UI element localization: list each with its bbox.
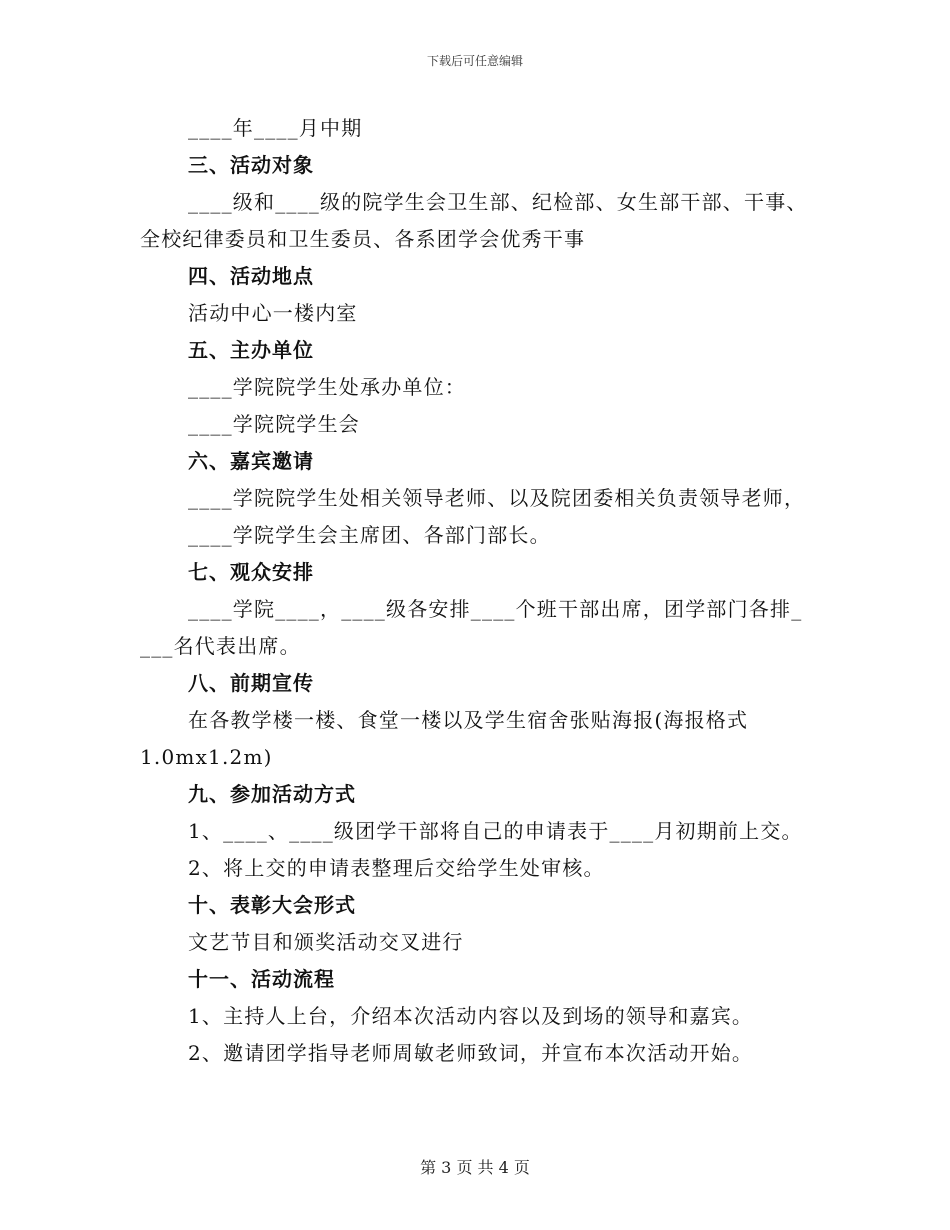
- section-heading: 九、参加活动方式: [188, 782, 356, 806]
- paragraph-line: 1.0mx1.2m): [140, 745, 273, 769]
- paragraph-line: 全校纪律委员和卫生委员、各系团学会优秀干事: [140, 227, 586, 251]
- section-heading: 四、活动地点: [188, 264, 314, 288]
- paragraph-line: 文艺节目和颁奖活动交叉进行: [188, 930, 464, 954]
- section-heading: 八、前期宣传: [188, 671, 314, 695]
- section-heading: 三、活动对象: [188, 153, 314, 177]
- paragraph-line: 2、将上交的申请表整理后交给学生处审核。: [188, 856, 605, 880]
- paragraph-line: 1、主持人上台，介绍本次活动内容以及到场的领导和嘉宾。: [188, 1004, 754, 1028]
- paragraph-line: ____学院院学生处相关领导老师、以及院团委相关负责领导老师，: [188, 486, 806, 510]
- section-heading: 十一、活动流程: [188, 967, 335, 991]
- page-footer: 第 3 页 共 4 页: [420, 1158, 530, 1177]
- paragraph-line: 在各教学楼一楼、食堂一楼以及学生宿舍张贴海报(海报格式: [188, 708, 749, 732]
- paragraph-line: ____学院院学生处承办单位：: [188, 375, 466, 399]
- page-header: 下载后可任意编辑: [426, 54, 523, 68]
- paragraph-line: ___名代表出席。: [140, 634, 301, 658]
- section-heading: 七、观众安排: [188, 560, 314, 584]
- section-heading: 十、表彰大会形式: [188, 893, 356, 917]
- paragraph-line: 2、邀请团学指导老师周敏老师致词，并宣布本次活动开始。: [188, 1041, 754, 1065]
- paragraph-line: ____学院院学生会: [188, 412, 360, 436]
- paragraph-line: ____学院____，____级各安排____个班干部出席，团学部门各排_: [188, 597, 803, 621]
- document-body: [140, 110, 820, 1072]
- paragraph-line: 活动中心一楼内室: [188, 301, 358, 325]
- section-heading: 五、主办单位: [188, 338, 314, 362]
- paragraph-line: ____级和____级的院学生会卫生部、纪检部、女生部干部、干事、: [188, 190, 808, 214]
- paragraph-line: ____学院学生会主席团、各部门部长。: [188, 523, 551, 547]
- paragraph-line: 1、____、____级团学干部将自己的申请表于____月初期前上交。: [188, 819, 803, 843]
- paragraph-line: ____年____月中期: [188, 116, 363, 140]
- section-heading: 六、嘉宾邀请: [188, 449, 314, 473]
